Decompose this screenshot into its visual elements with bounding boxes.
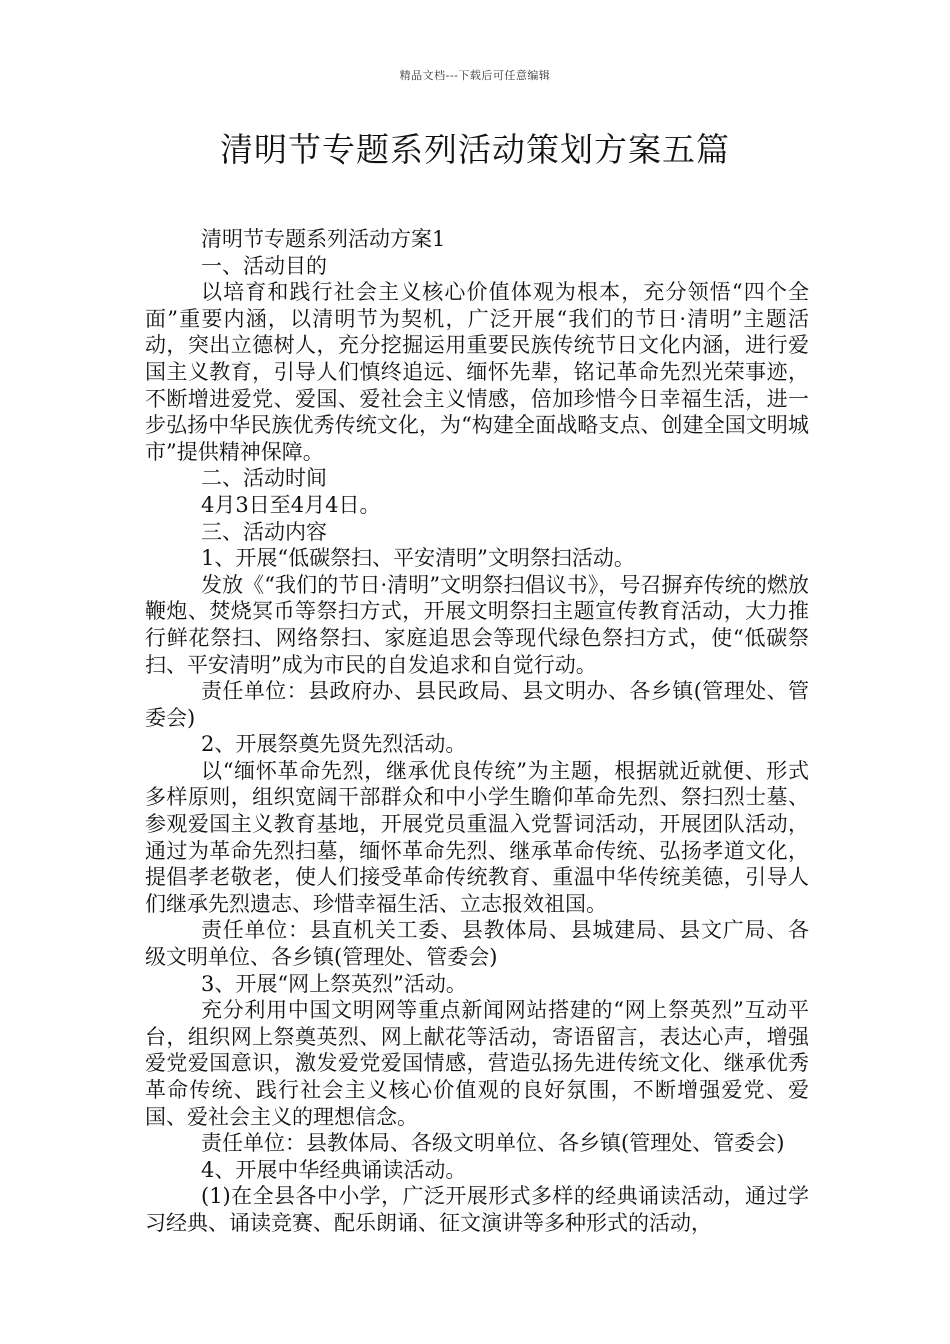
- document-title: 清明节专题系列活动策划方案五篇: [220, 130, 730, 169]
- paragraph-time: 4月3日至4月4日。: [201, 492, 381, 517]
- paragraph-item-2: 以“缅怀革命先烈，继承优良传统”为主题，根据就近就便、形式多样原则，组织宽阔干部群众和中小学生瞻仰革命先烈、祭扫烈士墓、参观爱国主义教育基地，开展党员重温入党誓词活动，开展团队活动，通过为革命先烈扫墓，缅怀革命先烈、继承革命传统、弘扬孝道文化，提倡孝老敬老，使人们接受革命传统教育、重温中华传统美德，引导人们继承先烈遗志、珍惜幸福生活、立志报效祖国。: [145, 758, 809, 916]
- responsible-units-3: 责任单位：县教体局、各级文明单位、各乡镇(管理处、管委会): [201, 1131, 785, 1156]
- item-heading-1: 1、开展“低碳祭扫、平安清明”文明祭扫活动。: [201, 546, 635, 571]
- section-heading-content: 三、活动内容: [201, 519, 327, 544]
- paragraph-item-3: 充分利用中国文明网等重点新闻网站搭建的“网上祭英烈”互动平台，组织网上祭奠英烈、网上献花等活动，寄语留言，表达心声，增强爱党爱国意识，激发爱党爱国情感，营造弘扬先进传统文化、继承优秀革命传统、践行社会主义核心价值观的良好氛围，不断增强爱党、爱国、爱社会主义的理想信念。: [145, 998, 809, 1129]
- section-heading-purpose: 一、活动目的: [201, 253, 327, 278]
- paragraph-purpose: 以培育和践行社会主义核心价值体观为根本，充分领悟“四个全面”重要内涵，以清明节为契机，广泛开展“我们的节日·清明”主题活动，突出立德树人，充分挖掘运用重要民族传统节日文化内涵，进行爱国主义教育，引导人们慎终追远、缅怀先辈，铭记革命先烈光荣事迹，不断增进爱党、爱国、爱社会主义情感，倍加珍惜今日幸福生活，进一步弘扬中华民族优秀传统文化，为“构建全面战略支点、创建全国文明城市”提供精神保障。: [145, 280, 809, 464]
- responsible-units-2: 责任单位：县直机关工委、县教体局、县城建局、县文广局、各级文明单位、各乡镇(管理处、管委会): [145, 918, 809, 970]
- item-heading-4: 4、开展中华经典诵读活动。: [201, 1157, 467, 1182]
- paragraph-item-4: (1)在全县各中小学，广泛开展形式多样的经典诵读活动，通过学习经典、诵读竞赛、配乐朗诵、征文演讲等多种形式的活动，: [145, 1184, 809, 1235]
- item-heading-2: 2、开展祭奠先贤先烈活动。: [201, 732, 467, 757]
- section-heading-time: 二、活动时间: [201, 466, 327, 491]
- document-body: [145, 226, 809, 1237]
- header-note: 精品文档---下载后可任意编辑: [399, 69, 551, 82]
- paragraph-item-1: 发放《“我们的节日·清明”文明祭扫倡议书》，号召摒弃传统的燃放鞭炮、焚烧冥币等祭扫方式，开展文明祭扫主题宣传教育活动，大力推行鲜花祭扫、网络祭扫、家庭追思会等现代绿色祭扫方式，使“低碳祭扫、平安清明”成为市民的自发追求和自觉行动。: [145, 572, 809, 677]
- section-heading-plan-1: 清明节专题系列活动方案1: [201, 227, 446, 251]
- responsible-units-1: 责任单位：县政府办、县民政局、县文明办、各乡镇(管理处、管委会): [145, 679, 809, 730]
- item-heading-3: 3、开展“网上祭英烈”活动。: [201, 971, 467, 996]
